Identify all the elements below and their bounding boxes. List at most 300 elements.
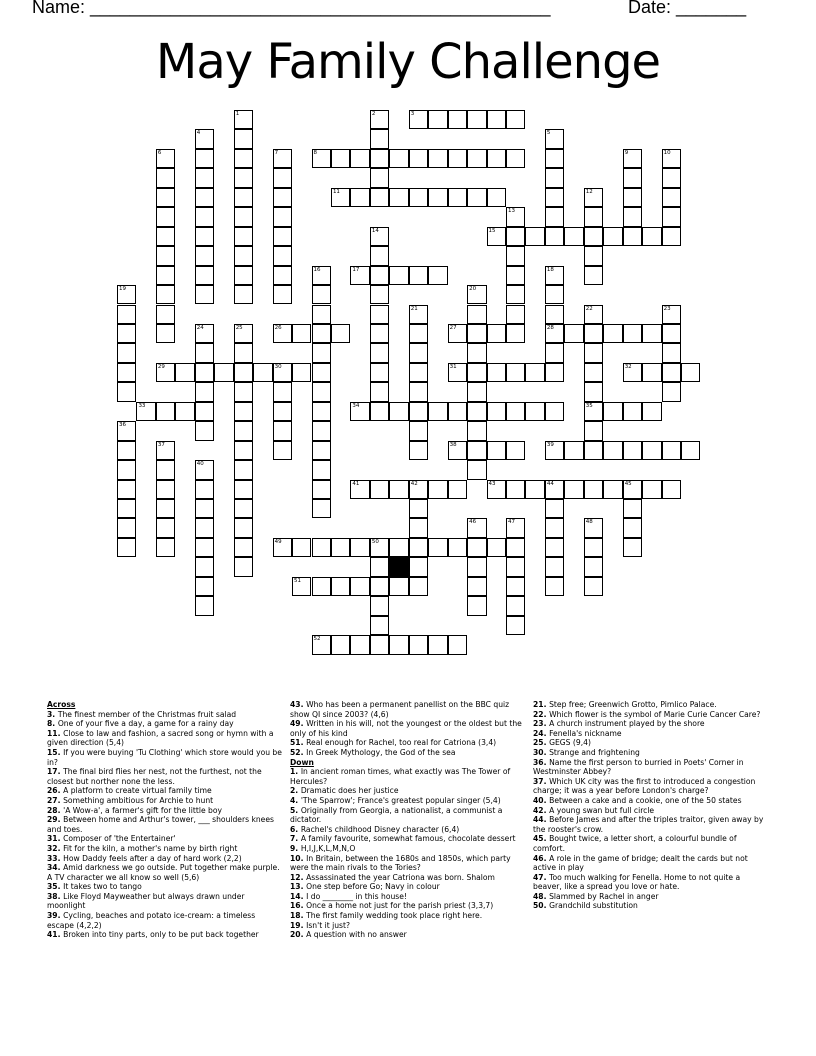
crossword-cell[interactable] bbox=[273, 421, 292, 440]
crossword-cell[interactable] bbox=[312, 343, 331, 362]
crossword-cell[interactable] bbox=[234, 266, 253, 285]
crossword-cell[interactable] bbox=[545, 577, 564, 596]
crossword-cell[interactable] bbox=[467, 110, 486, 129]
crossword-cell[interactable] bbox=[234, 324, 253, 343]
crossword-cell[interactable] bbox=[545, 363, 564, 382]
crossword-cell[interactable] bbox=[448, 149, 467, 168]
crossword-cell[interactable] bbox=[273, 149, 292, 168]
crossword-cell[interactable] bbox=[467, 324, 486, 343]
crossword-cell[interactable] bbox=[623, 538, 642, 557]
crossword-cell[interactable] bbox=[487, 149, 506, 168]
crossword-cell[interactable] bbox=[234, 538, 253, 557]
crossword-cell[interactable] bbox=[448, 538, 467, 557]
crossword-cell[interactable] bbox=[428, 266, 447, 285]
crossword-cell[interactable] bbox=[292, 363, 311, 382]
crossword-cell[interactable] bbox=[428, 149, 447, 168]
crossword-cell[interactable] bbox=[545, 129, 564, 148]
crossword-cell[interactable] bbox=[642, 441, 661, 460]
crossword-cell[interactable] bbox=[234, 441, 253, 460]
crossword-cell[interactable] bbox=[467, 382, 486, 401]
crossword-cell[interactable] bbox=[156, 305, 175, 324]
crossword-cell[interactable] bbox=[331, 324, 350, 343]
crossword-cell[interactable] bbox=[428, 635, 447, 654]
crossword-cell[interactable] bbox=[428, 480, 447, 499]
crossword-cell[interactable] bbox=[545, 518, 564, 537]
crossword-cell[interactable] bbox=[214, 363, 233, 382]
crossword-cell[interactable] bbox=[331, 188, 350, 207]
crossword-cell[interactable] bbox=[312, 324, 331, 343]
crossword-cell[interactable] bbox=[117, 305, 136, 324]
crossword-cell[interactable] bbox=[662, 441, 681, 460]
crossword-cell[interactable] bbox=[234, 149, 253, 168]
crossword-cell[interactable] bbox=[584, 518, 603, 537]
crossword-cell[interactable] bbox=[370, 149, 389, 168]
crossword-cell[interactable] bbox=[487, 402, 506, 421]
crossword-cell[interactable] bbox=[487, 538, 506, 557]
crossword-cell[interactable] bbox=[312, 305, 331, 324]
crossword-cell[interactable] bbox=[448, 324, 467, 343]
crossword-cell[interactable] bbox=[584, 557, 603, 576]
crossword-cell[interactable] bbox=[234, 518, 253, 537]
crossword-cell[interactable] bbox=[409, 480, 428, 499]
crossword-cell[interactable] bbox=[273, 324, 292, 343]
crossword-cell[interactable] bbox=[487, 441, 506, 460]
crossword-cell[interactable] bbox=[662, 305, 681, 324]
crossword-cell[interactable] bbox=[312, 460, 331, 479]
crossword-cell[interactable] bbox=[331, 635, 350, 654]
crossword-cell[interactable] bbox=[545, 188, 564, 207]
crossword-cell[interactable] bbox=[545, 557, 564, 576]
crossword-cell[interactable] bbox=[467, 518, 486, 537]
crossword-cell[interactable] bbox=[389, 402, 408, 421]
crossword-cell[interactable] bbox=[545, 227, 564, 246]
crossword-cell[interactable] bbox=[448, 441, 467, 460]
crossword-cell[interactable] bbox=[545, 266, 564, 285]
crossword-cell[interactable] bbox=[292, 577, 311, 596]
crossword-cell[interactable] bbox=[273, 285, 292, 304]
crossword-cell[interactable] bbox=[603, 480, 622, 499]
crossword-cell[interactable] bbox=[234, 402, 253, 421]
crossword-cell[interactable] bbox=[584, 246, 603, 265]
crossword-cell[interactable] bbox=[506, 285, 525, 304]
crossword-cell[interactable] bbox=[545, 499, 564, 518]
crossword-cell[interactable] bbox=[195, 480, 214, 499]
crossword-cell[interactable] bbox=[623, 441, 642, 460]
crossword-cell[interactable] bbox=[312, 285, 331, 304]
crossword-cell[interactable] bbox=[195, 168, 214, 187]
crossword-cell[interactable] bbox=[234, 480, 253, 499]
crossword-cell[interactable] bbox=[370, 480, 389, 499]
crossword-cell[interactable] bbox=[370, 266, 389, 285]
crossword-cell[interactable] bbox=[584, 577, 603, 596]
crossword-cell[interactable] bbox=[312, 480, 331, 499]
crossword-cell[interactable] bbox=[623, 480, 642, 499]
crossword-cell[interactable] bbox=[292, 324, 311, 343]
crossword-cell[interactable] bbox=[331, 538, 350, 557]
crossword-cell[interactable] bbox=[370, 577, 389, 596]
crossword-cell[interactable] bbox=[117, 480, 136, 499]
crossword-cell[interactable] bbox=[409, 557, 428, 576]
crossword-cell[interactable] bbox=[448, 402, 467, 421]
crossword-cell[interactable] bbox=[370, 596, 389, 615]
crossword-cell[interactable] bbox=[312, 382, 331, 401]
crossword-cell[interactable] bbox=[487, 110, 506, 129]
crossword-cell[interactable] bbox=[409, 499, 428, 518]
crossword-cell[interactable] bbox=[409, 343, 428, 362]
crossword-cell[interactable] bbox=[642, 324, 661, 343]
crossword-cell[interactable] bbox=[156, 441, 175, 460]
crossword-cell[interactable] bbox=[409, 402, 428, 421]
crossword-cell[interactable] bbox=[428, 538, 447, 557]
crossword-cell[interactable] bbox=[545, 285, 564, 304]
crossword-cell[interactable] bbox=[662, 149, 681, 168]
crossword-cell[interactable] bbox=[136, 402, 155, 421]
crossword-cell[interactable] bbox=[623, 518, 642, 537]
crossword-cell[interactable] bbox=[350, 402, 369, 421]
crossword-cell[interactable] bbox=[506, 441, 525, 460]
crossword-cell[interactable] bbox=[195, 149, 214, 168]
crossword-cell[interactable] bbox=[545, 305, 564, 324]
crossword-cell[interactable] bbox=[564, 441, 583, 460]
crossword-cell[interactable] bbox=[195, 402, 214, 421]
crossword-cell[interactable] bbox=[545, 538, 564, 557]
crossword-cell[interactable] bbox=[370, 168, 389, 187]
crossword-cell[interactable] bbox=[234, 188, 253, 207]
crossword-cell[interactable] bbox=[584, 343, 603, 362]
crossword-cell[interactable] bbox=[506, 110, 525, 129]
crossword-cell[interactable] bbox=[487, 480, 506, 499]
crossword-cell[interactable] bbox=[448, 635, 467, 654]
crossword-cell[interactable] bbox=[662, 363, 681, 382]
crossword-cell[interactable] bbox=[292, 538, 311, 557]
crossword-cell[interactable] bbox=[467, 188, 486, 207]
crossword-cell[interactable] bbox=[506, 324, 525, 343]
crossword-cell[interactable] bbox=[545, 324, 564, 343]
crossword-cell[interactable] bbox=[273, 188, 292, 207]
crossword-cell[interactable] bbox=[331, 149, 350, 168]
crossword-cell[interactable] bbox=[156, 149, 175, 168]
crossword-cell[interactable] bbox=[195, 596, 214, 615]
crossword-cell[interactable] bbox=[234, 343, 253, 362]
crossword-cell[interactable] bbox=[409, 266, 428, 285]
crossword-cell[interactable] bbox=[350, 188, 369, 207]
crossword-cell[interactable] bbox=[525, 363, 544, 382]
crossword-cell[interactable] bbox=[545, 441, 564, 460]
crossword-cell[interactable] bbox=[409, 363, 428, 382]
crossword-cell[interactable] bbox=[584, 421, 603, 440]
crossword-cell[interactable] bbox=[545, 168, 564, 187]
crossword-cell[interactable] bbox=[156, 499, 175, 518]
crossword-cell[interactable] bbox=[234, 460, 253, 479]
crossword-cell[interactable] bbox=[603, 227, 622, 246]
crossword-cell[interactable] bbox=[662, 207, 681, 226]
crossword-cell[interactable] bbox=[273, 246, 292, 265]
crossword-cell[interactable] bbox=[273, 402, 292, 421]
crossword-cell[interactable] bbox=[156, 285, 175, 304]
crossword-cell[interactable] bbox=[623, 363, 642, 382]
crossword-cell[interactable] bbox=[389, 480, 408, 499]
crossword-cell[interactable] bbox=[506, 402, 525, 421]
crossword-cell[interactable] bbox=[584, 188, 603, 207]
crossword-cell[interactable] bbox=[117, 518, 136, 537]
crossword-cell[interactable] bbox=[467, 441, 486, 460]
crossword-cell[interactable] bbox=[195, 460, 214, 479]
crossword-cell[interactable] bbox=[623, 188, 642, 207]
crossword-cell[interactable] bbox=[370, 285, 389, 304]
crossword-cell[interactable] bbox=[506, 538, 525, 557]
crossword-cell[interactable] bbox=[545, 149, 564, 168]
crossword-cell[interactable] bbox=[506, 149, 525, 168]
crossword-cell[interactable] bbox=[273, 538, 292, 557]
crossword-cell[interactable] bbox=[662, 382, 681, 401]
crossword-cell[interactable] bbox=[312, 441, 331, 460]
crossword-cell[interactable] bbox=[234, 421, 253, 440]
crossword-cell[interactable] bbox=[623, 499, 642, 518]
crossword-cell[interactable] bbox=[506, 266, 525, 285]
crossword-cell[interactable] bbox=[156, 266, 175, 285]
crossword-cell[interactable] bbox=[662, 227, 681, 246]
crossword-cell[interactable] bbox=[506, 207, 525, 226]
crossword-cell[interactable] bbox=[409, 305, 428, 324]
crossword-cell[interactable] bbox=[234, 110, 253, 129]
crossword-cell[interactable] bbox=[467, 402, 486, 421]
crossword-cell[interactable] bbox=[506, 518, 525, 537]
crossword-cell[interactable] bbox=[409, 149, 428, 168]
crossword-cell[interactable] bbox=[564, 227, 583, 246]
crossword-cell[interactable] bbox=[389, 266, 408, 285]
crossword-cell[interactable] bbox=[195, 382, 214, 401]
crossword-cell[interactable] bbox=[117, 460, 136, 479]
crossword-cell[interactable] bbox=[409, 324, 428, 343]
crossword-cell[interactable] bbox=[312, 421, 331, 440]
crossword-cell[interactable] bbox=[117, 324, 136, 343]
crossword-cell[interactable] bbox=[623, 168, 642, 187]
crossword-cell[interactable] bbox=[642, 402, 661, 421]
crossword-cell[interactable] bbox=[409, 110, 428, 129]
crossword-cell[interactable] bbox=[273, 227, 292, 246]
crossword-cell[interactable] bbox=[467, 460, 486, 479]
crossword-cell[interactable] bbox=[428, 188, 447, 207]
crossword-cell[interactable] bbox=[370, 343, 389, 362]
crossword-cell[interactable] bbox=[312, 499, 331, 518]
crossword-cell[interactable] bbox=[195, 246, 214, 265]
crossword-cell[interactable] bbox=[409, 421, 428, 440]
crossword-cell[interactable] bbox=[156, 480, 175, 499]
crossword-cell[interactable] bbox=[584, 363, 603, 382]
crossword-cell[interactable] bbox=[623, 227, 642, 246]
crossword-cell[interactable] bbox=[409, 577, 428, 596]
crossword-cell[interactable] bbox=[545, 207, 564, 226]
crossword-cell[interactable] bbox=[370, 635, 389, 654]
crossword-cell[interactable] bbox=[234, 168, 253, 187]
crossword-cell[interactable] bbox=[642, 227, 661, 246]
crossword-cell[interactable] bbox=[312, 635, 331, 654]
crossword-cell[interactable] bbox=[487, 363, 506, 382]
crossword-cell[interactable] bbox=[623, 149, 642, 168]
crossword-cell[interactable] bbox=[117, 441, 136, 460]
crossword-cell[interactable] bbox=[448, 480, 467, 499]
crossword-cell[interactable] bbox=[584, 324, 603, 343]
crossword-cell[interactable] bbox=[331, 577, 350, 596]
crossword-cell[interactable] bbox=[312, 266, 331, 285]
crossword-cell[interactable] bbox=[389, 149, 408, 168]
crossword-cell[interactable] bbox=[370, 227, 389, 246]
crossword-cell[interactable] bbox=[156, 518, 175, 537]
crossword-cell[interactable] bbox=[662, 188, 681, 207]
crossword-cell[interactable] bbox=[156, 188, 175, 207]
crossword-cell[interactable] bbox=[584, 538, 603, 557]
crossword-cell[interactable] bbox=[603, 402, 622, 421]
crossword-cell[interactable] bbox=[195, 285, 214, 304]
crossword-cell[interactable] bbox=[195, 266, 214, 285]
crossword-cell[interactable] bbox=[584, 441, 603, 460]
crossword-cell[interactable] bbox=[117, 343, 136, 362]
crossword-cell[interactable] bbox=[195, 129, 214, 148]
crossword-cell[interactable] bbox=[273, 382, 292, 401]
crossword-cell[interactable] bbox=[545, 402, 564, 421]
crossword-cell[interactable] bbox=[175, 363, 194, 382]
crossword-cell[interactable] bbox=[467, 149, 486, 168]
crossword-cell[interactable] bbox=[409, 518, 428, 537]
crossword-cell[interactable] bbox=[175, 402, 194, 421]
crossword-cell[interactable] bbox=[195, 324, 214, 343]
crossword-cell[interactable] bbox=[312, 149, 331, 168]
crossword-cell[interactable] bbox=[506, 363, 525, 382]
crossword-cell[interactable] bbox=[370, 110, 389, 129]
crossword-cell[interactable] bbox=[584, 402, 603, 421]
crossword-cell[interactable] bbox=[564, 324, 583, 343]
crossword-cell[interactable] bbox=[448, 363, 467, 382]
crossword-cell[interactable] bbox=[662, 480, 681, 499]
crossword-cell[interactable] bbox=[370, 402, 389, 421]
crossword-cell[interactable] bbox=[506, 227, 525, 246]
crossword-cell[interactable] bbox=[273, 441, 292, 460]
crossword-cell[interactable] bbox=[467, 557, 486, 576]
crossword-cell[interactable] bbox=[681, 363, 700, 382]
crossword-cell[interactable] bbox=[409, 188, 428, 207]
crossword-cell[interactable] bbox=[506, 246, 525, 265]
crossword-cell[interactable] bbox=[409, 538, 428, 557]
crossword-cell[interactable] bbox=[681, 441, 700, 460]
crossword-cell[interactable] bbox=[506, 480, 525, 499]
crossword-cell[interactable] bbox=[467, 363, 486, 382]
crossword-cell[interactable] bbox=[603, 324, 622, 343]
crossword-cell[interactable] bbox=[370, 382, 389, 401]
crossword-cell[interactable] bbox=[584, 480, 603, 499]
crossword-cell[interactable] bbox=[409, 382, 428, 401]
crossword-cell[interactable] bbox=[506, 616, 525, 635]
crossword-cell[interactable] bbox=[117, 538, 136, 557]
crossword-cell[interactable] bbox=[370, 246, 389, 265]
crossword-cell[interactable] bbox=[195, 343, 214, 362]
crossword-cell[interactable] bbox=[195, 227, 214, 246]
crossword-cell[interactable] bbox=[487, 227, 506, 246]
crossword-cell[interactable] bbox=[234, 207, 253, 226]
crossword-cell[interactable] bbox=[370, 538, 389, 557]
crossword-cell[interactable] bbox=[525, 227, 544, 246]
crossword-cell[interactable] bbox=[156, 227, 175, 246]
crossword-cell[interactable] bbox=[448, 110, 467, 129]
crossword-cell[interactable] bbox=[273, 363, 292, 382]
crossword-cell[interactable] bbox=[564, 480, 583, 499]
crossword-cell[interactable] bbox=[273, 266, 292, 285]
crossword-cell[interactable] bbox=[409, 635, 428, 654]
crossword-cell[interactable] bbox=[467, 285, 486, 304]
crossword-cell[interactable] bbox=[467, 421, 486, 440]
crossword-cell[interactable] bbox=[370, 129, 389, 148]
crossword-cell[interactable] bbox=[195, 577, 214, 596]
crossword-cell[interactable] bbox=[467, 343, 486, 362]
crossword-cell[interactable] bbox=[234, 557, 253, 576]
crossword-cell[interactable] bbox=[156, 246, 175, 265]
crossword-cell[interactable] bbox=[370, 188, 389, 207]
crossword-cell[interactable] bbox=[312, 402, 331, 421]
crossword-cell[interactable] bbox=[623, 324, 642, 343]
crossword-cell[interactable] bbox=[506, 557, 525, 576]
crossword-cell[interactable] bbox=[117, 421, 136, 440]
crossword-cell[interactable] bbox=[312, 363, 331, 382]
crossword-cell[interactable] bbox=[642, 480, 661, 499]
crossword-cell[interactable] bbox=[467, 538, 486, 557]
crossword-cell[interactable] bbox=[156, 460, 175, 479]
crossword-cell[interactable] bbox=[467, 577, 486, 596]
crossword-cell[interactable] bbox=[428, 402, 447, 421]
crossword-cell[interactable] bbox=[584, 382, 603, 401]
crossword-cell[interactable] bbox=[195, 499, 214, 518]
crossword-cell[interactable] bbox=[370, 363, 389, 382]
crossword-cell[interactable] bbox=[584, 266, 603, 285]
crossword-cell[interactable] bbox=[506, 577, 525, 596]
crossword-cell[interactable] bbox=[389, 188, 408, 207]
crossword-cell[interactable] bbox=[273, 207, 292, 226]
crossword-cell[interactable] bbox=[389, 635, 408, 654]
crossword-cell[interactable] bbox=[350, 635, 369, 654]
crossword-cell[interactable] bbox=[195, 538, 214, 557]
crossword-cell[interactable] bbox=[584, 207, 603, 226]
crossword-cell[interactable] bbox=[370, 557, 389, 576]
crossword-cell[interactable] bbox=[156, 324, 175, 343]
crossword-cell[interactable] bbox=[117, 363, 136, 382]
crossword-cell[interactable] bbox=[156, 207, 175, 226]
crossword-cell[interactable] bbox=[312, 577, 331, 596]
crossword-cell[interactable] bbox=[603, 441, 622, 460]
crossword-cell[interactable] bbox=[234, 499, 253, 518]
crossword-cell[interactable] bbox=[195, 518, 214, 537]
crossword-cell[interactable] bbox=[487, 324, 506, 343]
crossword-cell[interactable] bbox=[487, 188, 506, 207]
crossword-cell[interactable] bbox=[195, 421, 214, 440]
crossword-cell[interactable] bbox=[506, 305, 525, 324]
crossword-cell[interactable] bbox=[117, 499, 136, 518]
crossword-cell[interactable] bbox=[409, 441, 428, 460]
crossword-cell[interactable] bbox=[467, 305, 486, 324]
crossword-cell[interactable] bbox=[156, 168, 175, 187]
crossword-cell[interactable] bbox=[506, 596, 525, 615]
crossword-cell[interactable] bbox=[273, 168, 292, 187]
crossword-cell[interactable] bbox=[234, 227, 253, 246]
crossword-cell[interactable] bbox=[584, 227, 603, 246]
crossword-cell[interactable] bbox=[662, 324, 681, 343]
crossword-cell[interactable] bbox=[312, 538, 331, 557]
crossword-cell[interactable] bbox=[623, 207, 642, 226]
crossword-cell[interactable] bbox=[623, 402, 642, 421]
crossword-cell[interactable] bbox=[448, 188, 467, 207]
crossword-cell[interactable] bbox=[350, 266, 369, 285]
crossword-cell[interactable] bbox=[370, 616, 389, 635]
crossword-cell[interactable] bbox=[234, 382, 253, 401]
crossword-cell[interactable] bbox=[662, 168, 681, 187]
crossword-cell[interactable] bbox=[234, 363, 253, 382]
